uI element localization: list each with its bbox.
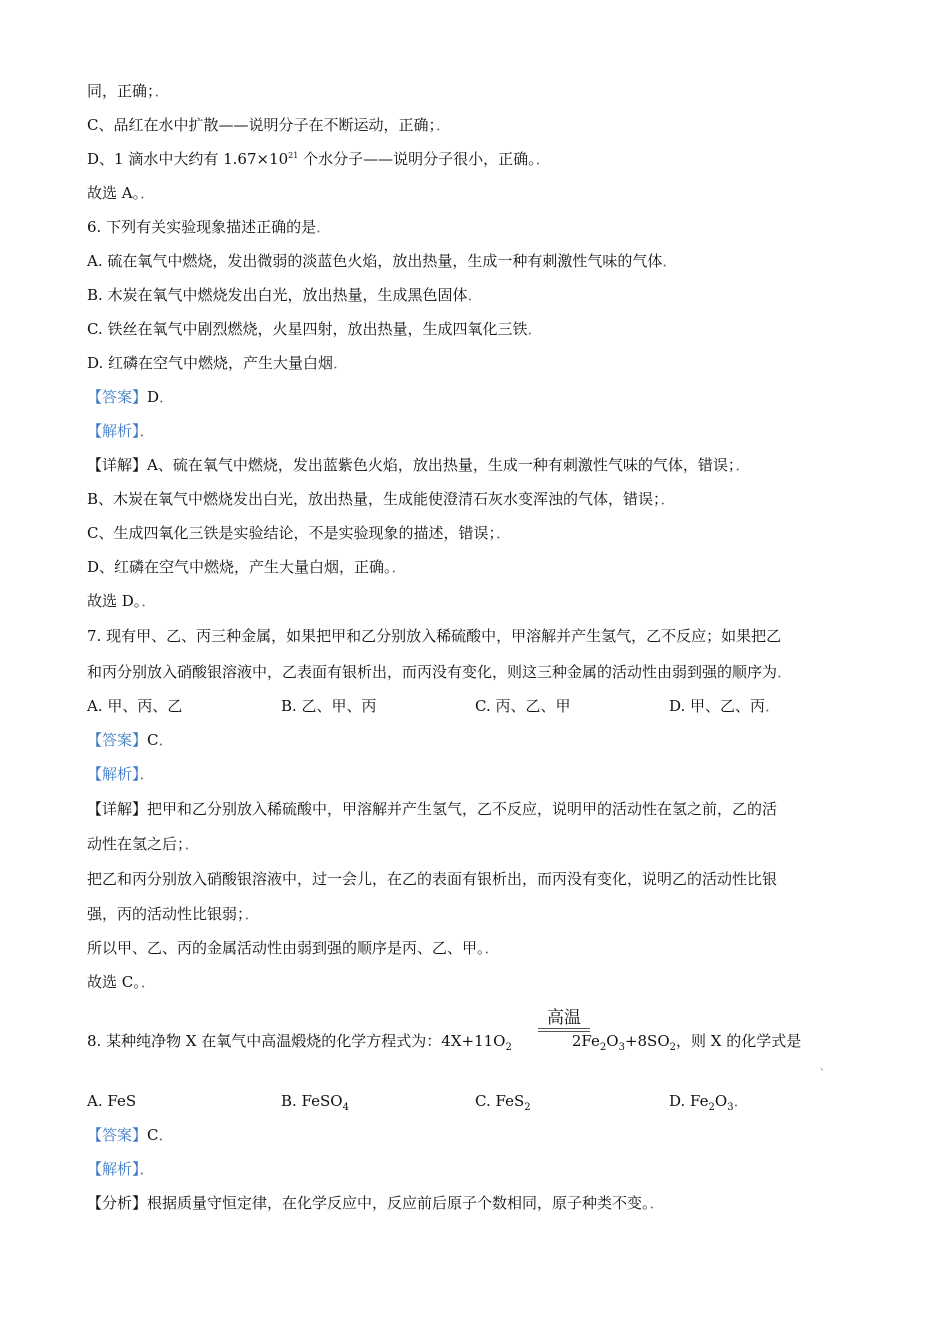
- equation-bar: [538, 1028, 590, 1029]
- text-line: 故选 A。．: [87, 184, 156, 202]
- text-line: B、木炭在氧气中燃烧发出白光，放出热量，生成能使澄清石灰水变浑浊的气体，错误；．: [87, 490, 676, 508]
- text-line: C、生成四氧化三铁是实验结论，不是实验现象的描述，错误；．: [87, 524, 511, 542]
- detail-line: 【详解】A、硫在氧气中燃烧，发出蓝紫色火焰，放出热量，生成一种有刺激性气味的气体，错误；．: [87, 456, 751, 474]
- option-c: C. FeS$_2$: [475, 1092, 531, 1113]
- option-b: B. 乙、甲、丙: [281, 697, 377, 715]
- text-line: 强，丙的活动性比银弱；．: [87, 905, 260, 923]
- option-a: A. 硫在氧气中燃烧，发出微弱的淡蓝色火焰，放出热量，生成一种有刺激性气味的气体．: [87, 252, 678, 270]
- analysis-line: 【解析】．: [87, 765, 155, 783]
- question-6: 6. 下列有关实验现象描述正确的是．: [87, 218, 332, 236]
- text-line: C、品红在水中扩散——说明分子在不断运动，正确；．: [87, 116, 451, 134]
- text-line: 动性在氢之后；．: [87, 835, 200, 853]
- text-line: 和丙分别放入硝酸银溶液中，乙表面有银析出，而丙没有变化，则这三种金属的活动性由弱到强的顺序为．: [87, 663, 793, 681]
- option-c: C. 铁丝在氧气中剧烈燃烧，火星四射，放出热量，生成四氧化三铁．: [87, 320, 543, 338]
- text-line: 故选 C。．: [87, 973, 156, 991]
- text-line: 把乙和丙分别放入硝酸银溶液中，过一会儿，在乙的表面有银析出，而丙没有变化，说明乙的活动性比银: [87, 870, 778, 888]
- option-c: C. 丙、乙、甲: [475, 697, 571, 715]
- analysis-line: 【解析】．: [87, 422, 155, 440]
- text-line: D、1 滴水中大约有 $1.67\times 10^{21}$ 个水分子——说明分子很小，正确。．: [87, 150, 551, 168]
- option-b: B. FeSO$_4$: [281, 1092, 349, 1113]
- reaction-condition: 高温: [547, 1008, 581, 1028]
- text-line: 同，正确；．: [87, 82, 170, 100]
- blank-mark: 、: [820, 1062, 830, 1073]
- answer-line: 【答案】D．: [87, 388, 175, 406]
- analysis-note: 【分析】根据质量守恒定律，在化学反应中，反应前后原子个数相同，原子种类不变。．: [87, 1194, 665, 1212]
- text-line: 所以甲、乙、丙的金属活动性由弱到强的顺序是丙、乙、甲。．: [87, 939, 500, 957]
- text-line: D、红磷在空气中燃烧，产生大量白烟，正确。．: [87, 558, 407, 576]
- option-d: D. 甲、乙、丙．: [669, 697, 781, 715]
- question-8: 8. 某种纯净物 X 在氧气中高温煅烧的化学方程式为：$4X+11O_2$ $2Fe_2O_3+8SO_2$，则 X 的化学式是: [87, 1032, 802, 1053]
- option-a: A. 甲、丙、乙: [87, 697, 183, 715]
- question-7: 7. 现有甲、乙、丙三种金属，如果把甲和乙分别放入稀硫酸中，甲溶解并产生氢气，乙不反应；如果把乙: [87, 627, 782, 645]
- option-a: A. FeS: [87, 1092, 137, 1110]
- option-b: B. 木炭在氧气中燃烧发出白光，放出热量，生成黑色固体．: [87, 286, 483, 304]
- answer-line: 【答案】C．: [87, 1126, 174, 1144]
- option-d: D. 红磷在空气中燃烧，产生大量白烟．: [87, 354, 349, 372]
- option-d: D. $Fe_2O_3$．: [669, 1092, 749, 1113]
- detail-line: 【详解】把甲和乙分别放入稀硫酸中，甲溶解并产生氢气，乙不反应，说明甲的活动性在氢之前，乙的活: [87, 800, 778, 818]
- analysis-line: 【解析】．: [87, 1160, 155, 1178]
- answer-line: 【答案】C．: [87, 731, 174, 749]
- text-line: 故选 D。．: [87, 592, 157, 610]
